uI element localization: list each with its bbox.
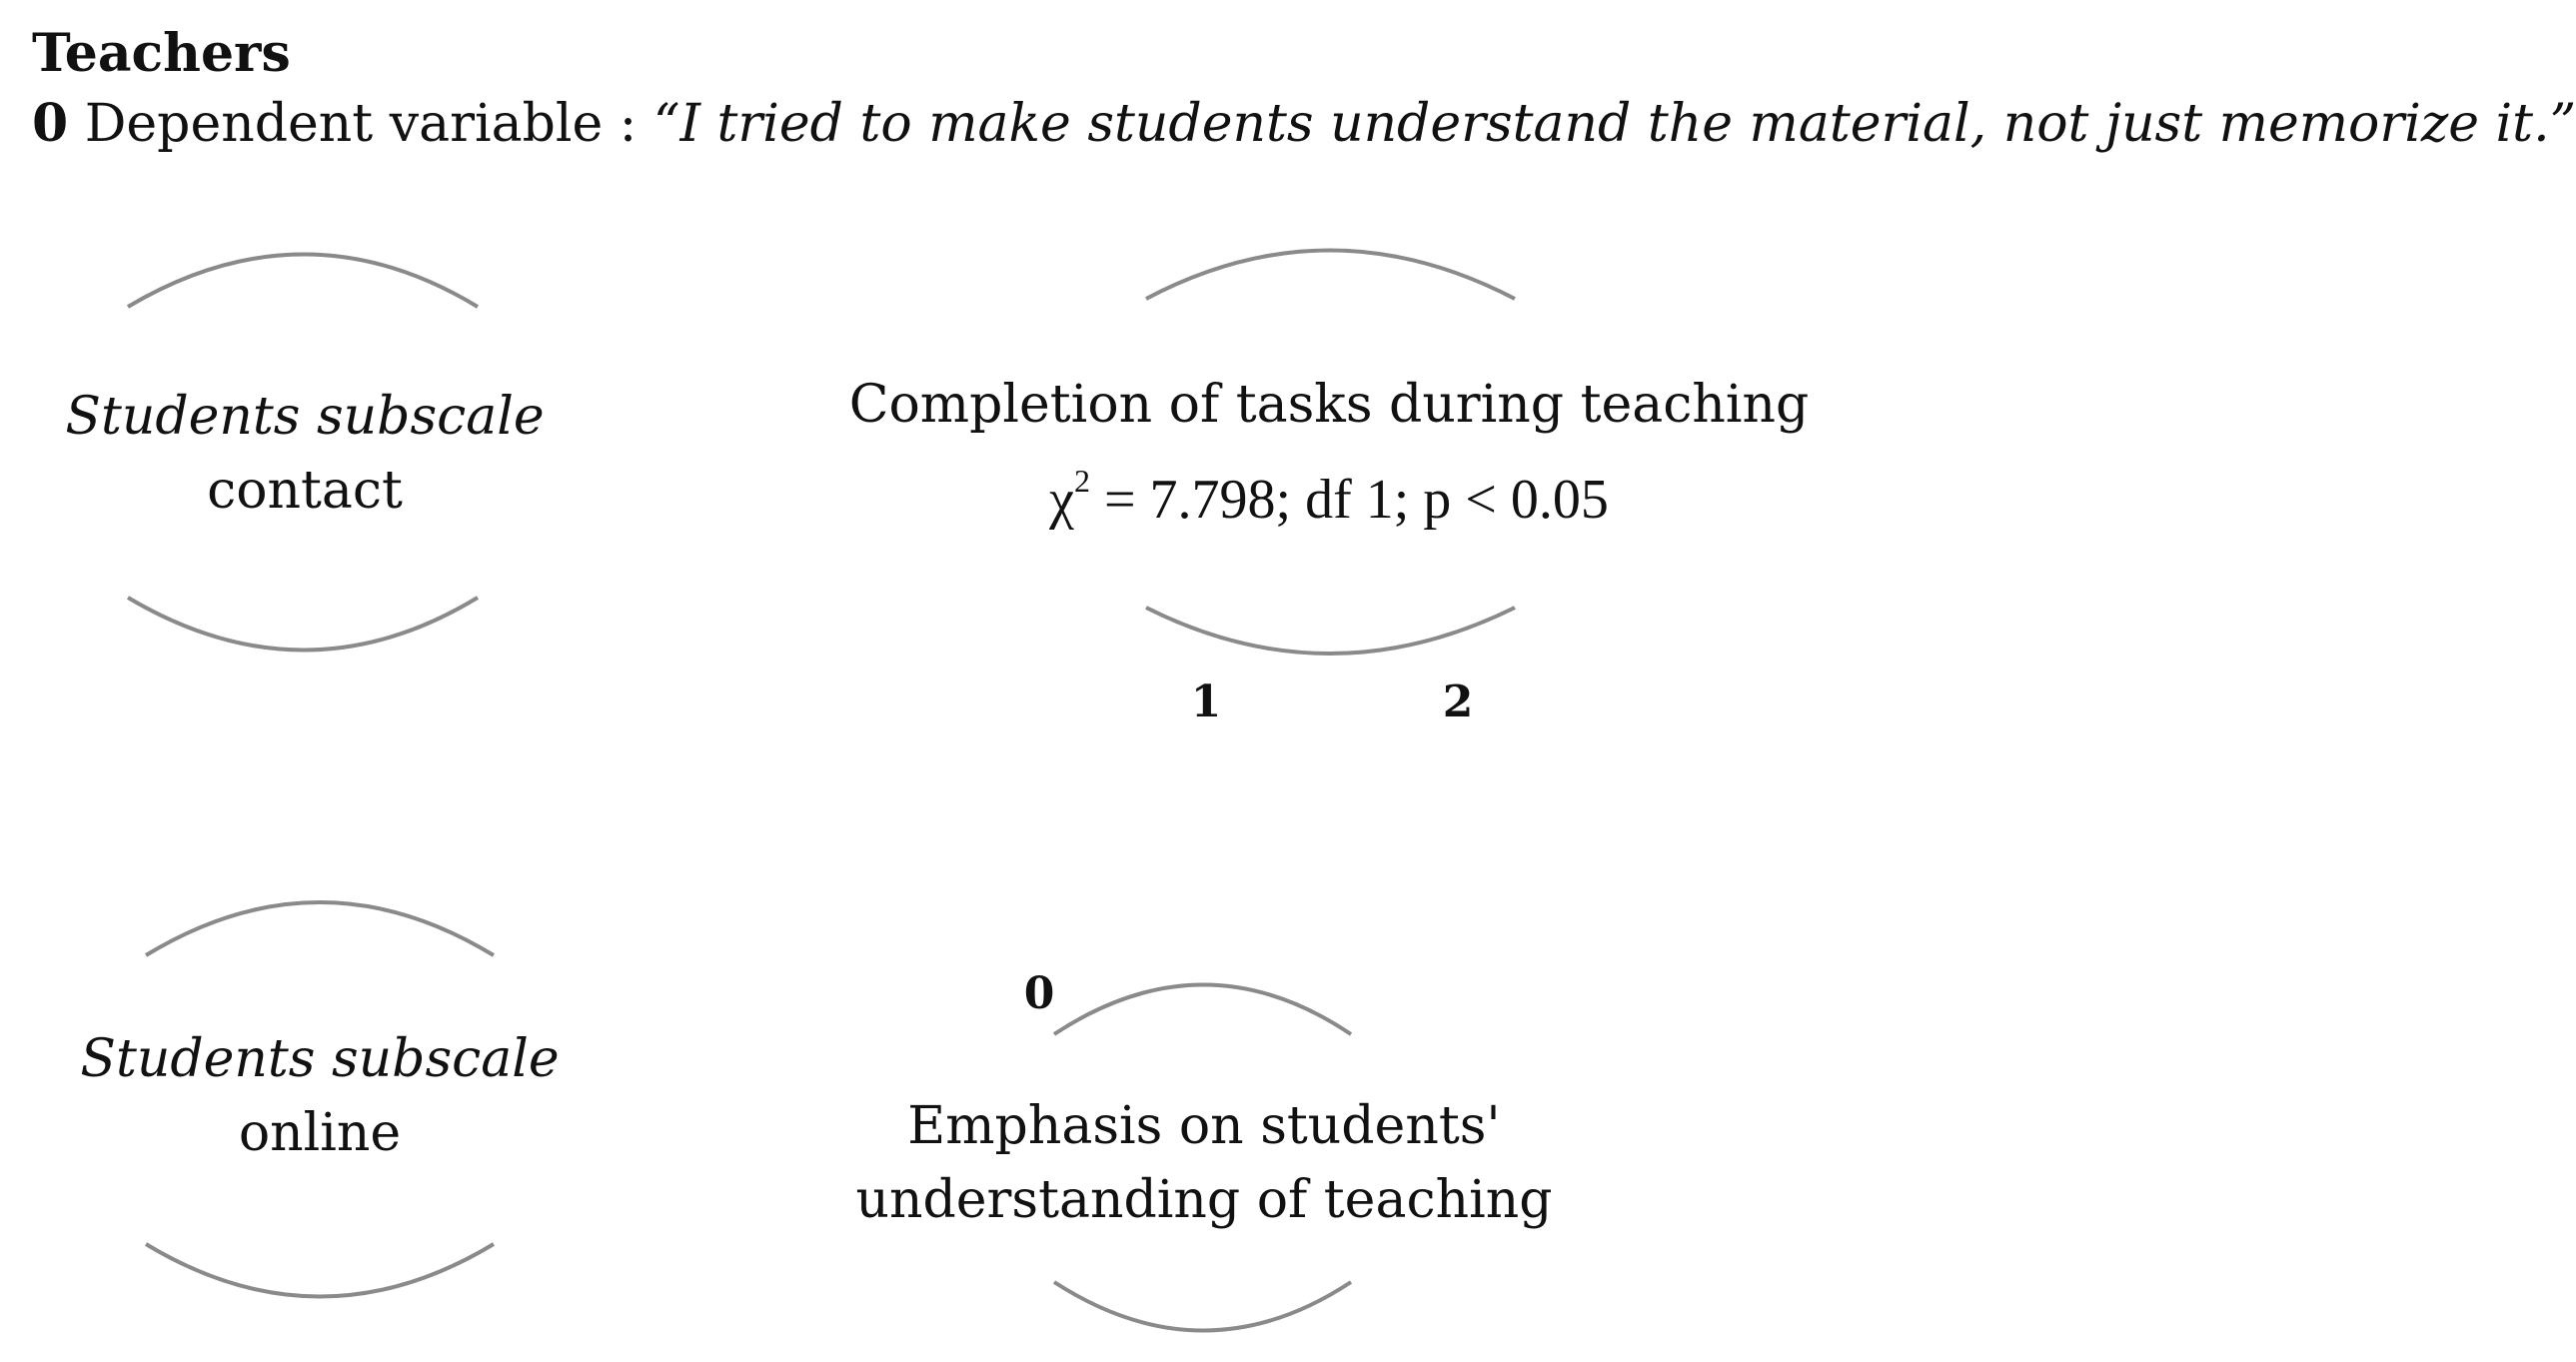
emphasis-node xyxy=(856,1089,1553,1237)
dependent-variable-number: 0 xyxy=(32,93,69,154)
branch-label-2: 2 xyxy=(1442,677,1474,727)
completion-node-statistic xyxy=(1049,465,1609,535)
online-node-title: Students subscale xyxy=(80,1029,560,1089)
emphasis-node-title-line2: understanding of teaching xyxy=(855,1170,1553,1230)
completion-node-bottom-arc xyxy=(1146,608,1515,654)
online-node-subtitle: online xyxy=(238,1103,402,1163)
contact-node-bottom-arc xyxy=(128,598,478,651)
online-node-bottom-arc xyxy=(146,1244,494,1297)
statistic-values: = 7.798; df 1; p < 0.05 xyxy=(1089,469,1609,531)
contact-node-top-arc xyxy=(128,255,478,308)
contact-node-subtitle: contact xyxy=(207,461,403,521)
figure-title: Teachers xyxy=(32,23,291,84)
chi-exponent: 2 xyxy=(1073,463,1090,499)
online-node xyxy=(80,1022,559,1170)
online-node-top-arc xyxy=(146,902,494,955)
branch-label-1: 1 xyxy=(1190,677,1222,727)
emphasis-node-number: 0 xyxy=(1023,968,1055,1019)
emphasis-node-top-arc xyxy=(1054,985,1351,1035)
chi-symbol: χ xyxy=(1049,469,1074,531)
contact-node xyxy=(65,380,544,528)
completion-node-title: Completion of tasks during teaching xyxy=(848,375,1810,435)
emphasis-node-bottom-arc xyxy=(1054,1282,1351,1331)
contact-node-title: Students subscale xyxy=(65,387,545,447)
dependent-variable-label: Dependent variable : xyxy=(68,94,653,154)
emphasis-node-title-line1: Emphasis on students' xyxy=(907,1096,1501,1156)
completion-node-top-arc xyxy=(1146,251,1515,300)
dependent-variable-quote: “I tried to make students understand the material, not just memorize it.” xyxy=(652,94,2576,154)
